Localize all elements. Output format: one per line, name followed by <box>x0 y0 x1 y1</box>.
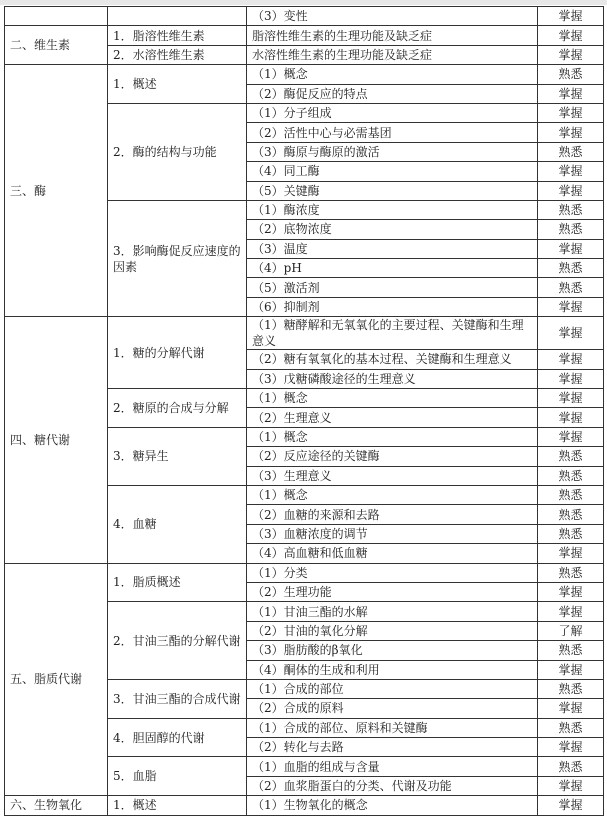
level-cell: 熟悉 <box>538 524 604 543</box>
item-cell: （1）血脂的组成与含量 <box>247 757 538 776</box>
level-cell: 掌握 <box>538 427 604 446</box>
topic-cell: 3．糖异生 <box>108 427 247 485</box>
topic-cell: 5．血脂 <box>108 757 247 796</box>
level-cell: 熟悉 <box>538 757 604 776</box>
item-cell: （1）分类 <box>247 563 538 582</box>
level-cell: 掌握 <box>538 26 604 45</box>
topic-cell: 2．水溶性维生素 <box>108 45 247 64</box>
level-cell: 了解 <box>538 621 604 640</box>
level-cell: 掌握 <box>538 796 604 815</box>
level-cell: 掌握 <box>538 317 604 350</box>
topic-cell: 4．血糖 <box>108 485 247 563</box>
topic-cell: 1．糖的分解代谢 <box>108 317 247 389</box>
section-cell: 四、糖代谢 <box>5 317 108 563</box>
table-row <box>5 796 604 815</box>
level-cell: 掌握 <box>538 45 604 64</box>
topic-cell: 2．酶的结构与功能 <box>108 103 247 200</box>
level-cell: 掌握 <box>538 582 604 601</box>
item-cell: （6）抑制剂 <box>247 297 538 316</box>
item-cell: （3）酶原与酶原的激活 <box>247 142 538 161</box>
item-cell: （2）转化与去路 <box>247 738 538 757</box>
topic-cell: 1．概述 <box>108 65 247 104</box>
topic-cell: 1．脂质概述 <box>108 563 247 602</box>
item-cell: 水溶性维生素的生理功能及缺乏症 <box>247 45 538 64</box>
level-cell: 掌握 <box>538 776 604 795</box>
item-cell: （1）概念 <box>247 427 538 446</box>
item-cell: （4）酮体的生成和利用 <box>247 660 538 679</box>
syllabus-table <box>4 6 604 816</box>
item-cell: （2）糖有氧氧化的基本过程、关键酶和生理意义 <box>247 350 538 369</box>
level-cell: 熟悉 <box>538 641 604 660</box>
level-cell: 掌握 <box>538 84 604 103</box>
level-cell: 熟悉 <box>538 447 604 466</box>
item-cell: （4）高血糖和低血糖 <box>247 544 538 563</box>
item-cell: （2）酶促反应的特点 <box>247 84 538 103</box>
topic-cell: 1．脂溶性维生素 <box>108 26 247 45</box>
item-cell: （1）概念 <box>247 485 538 504</box>
table-row <box>5 7 604 26</box>
level-cell: 掌握 <box>538 162 604 181</box>
item-cell: （2）底物浓度 <box>247 220 538 239</box>
item-cell: （1）分子组成 <box>247 103 538 122</box>
level-cell: 掌握 <box>538 239 604 258</box>
level-cell: 熟悉 <box>538 200 604 219</box>
item-cell: （5）激活剂 <box>247 278 538 297</box>
level-cell: 熟悉 <box>538 718 604 737</box>
level-cell: 熟悉 <box>538 563 604 582</box>
item-cell: （1）概念 <box>247 389 538 408</box>
item-cell: （3）脂肪酸的β氧化 <box>247 641 538 660</box>
topic-cell <box>108 7 247 26</box>
item-cell: （2）血浆脂蛋白的分类、代谢及功能 <box>247 776 538 795</box>
item-cell: 脂溶性维生素的生理功能及缺乏症 <box>247 26 538 45</box>
item-cell: （1）酶浓度 <box>247 200 538 219</box>
level-cell: 熟悉 <box>538 259 604 278</box>
level-cell: 熟悉 <box>538 485 604 504</box>
item-cell: （3）戊糖磷酸途径的生理意义 <box>247 369 538 388</box>
item-cell: （3）血糖浓度的调节 <box>247 524 538 543</box>
level-cell: 掌握 <box>538 297 604 316</box>
level-cell: 熟悉 <box>538 65 604 84</box>
item-cell: （2）活性中心与必需基团 <box>247 123 538 142</box>
level-cell: 掌握 <box>538 699 604 718</box>
topic-cell: 2．甘油三酯的分解代谢 <box>108 602 247 680</box>
table-row <box>5 65 604 84</box>
section-cell <box>5 7 108 26</box>
item-cell: （1）生物氧化的概念 <box>247 796 538 815</box>
topic-cell: 3．影响酶促反应速度的因素 <box>108 200 247 316</box>
level-cell: 掌握 <box>538 389 604 408</box>
level-cell: 掌握 <box>538 660 604 679</box>
item-cell: （2）反应途径的关键酶 <box>247 447 538 466</box>
level-cell: 掌握 <box>538 369 604 388</box>
level-cell: 掌握 <box>538 350 604 369</box>
section-cell: 六、生物氧化 <box>5 796 108 815</box>
item-cell: （3）温度 <box>247 239 538 258</box>
level-cell: 掌握 <box>538 181 604 200</box>
level-cell: 熟悉 <box>538 679 604 698</box>
item-cell: （5）关键酶 <box>247 181 538 200</box>
section-cell: 二、维生素 <box>5 26 108 65</box>
item-cell: （2）血糖的来源和去路 <box>247 505 538 524</box>
item-cell: （2）甘油的氧化分解 <box>247 621 538 640</box>
level-cell: 熟悉 <box>538 220 604 239</box>
topic-cell: 1．概述 <box>108 796 247 815</box>
level-cell: 熟悉 <box>538 466 604 485</box>
level-cell: 掌握 <box>538 544 604 563</box>
level-cell: 掌握 <box>538 123 604 142</box>
table-row <box>5 317 604 350</box>
item-cell: （2）生理功能 <box>247 582 538 601</box>
topic-cell: 4．胆固醇的代谢 <box>108 718 247 757</box>
table-row <box>5 26 604 45</box>
page-top-edge <box>0 0 607 5</box>
section-cell: 五、脂质代谢 <box>5 563 108 796</box>
item-cell: （2）生理意义 <box>247 408 538 427</box>
item-cell: （1）合成的部位 <box>247 679 538 698</box>
item-cell: （1）甘油三酯的水解 <box>247 602 538 621</box>
topic-cell: 2．糖原的合成与分解 <box>108 389 247 428</box>
level-cell: 掌握 <box>538 7 604 26</box>
level-cell: 熟悉 <box>538 278 604 297</box>
item-cell: （3）变性 <box>247 7 538 26</box>
level-cell: 掌握 <box>538 738 604 757</box>
level-cell: 掌握 <box>538 602 604 621</box>
item-cell: （1）合成的部位、原料和关键酶 <box>247 718 538 737</box>
level-cell: 熟悉 <box>538 505 604 524</box>
level-cell: 掌握 <box>538 103 604 122</box>
item-cell: （4）同工酶 <box>247 162 538 181</box>
item-cell: （1）糖酵解和无氧氧化的主要过程、关键酶和生理意义 <box>247 317 538 350</box>
item-cell: （1）概念 <box>247 65 538 84</box>
level-cell: 熟悉 <box>538 142 604 161</box>
table-row <box>5 563 604 582</box>
level-cell: 掌握 <box>538 408 604 427</box>
topic-cell: 3．甘油三酯的合成代谢 <box>108 679 247 718</box>
item-cell: （2）合成的原料 <box>247 699 538 718</box>
item-cell: （4）pH <box>247 259 538 278</box>
item-cell: （3）生理意义 <box>247 466 538 485</box>
section-cell: 三、酶 <box>5 65 108 317</box>
